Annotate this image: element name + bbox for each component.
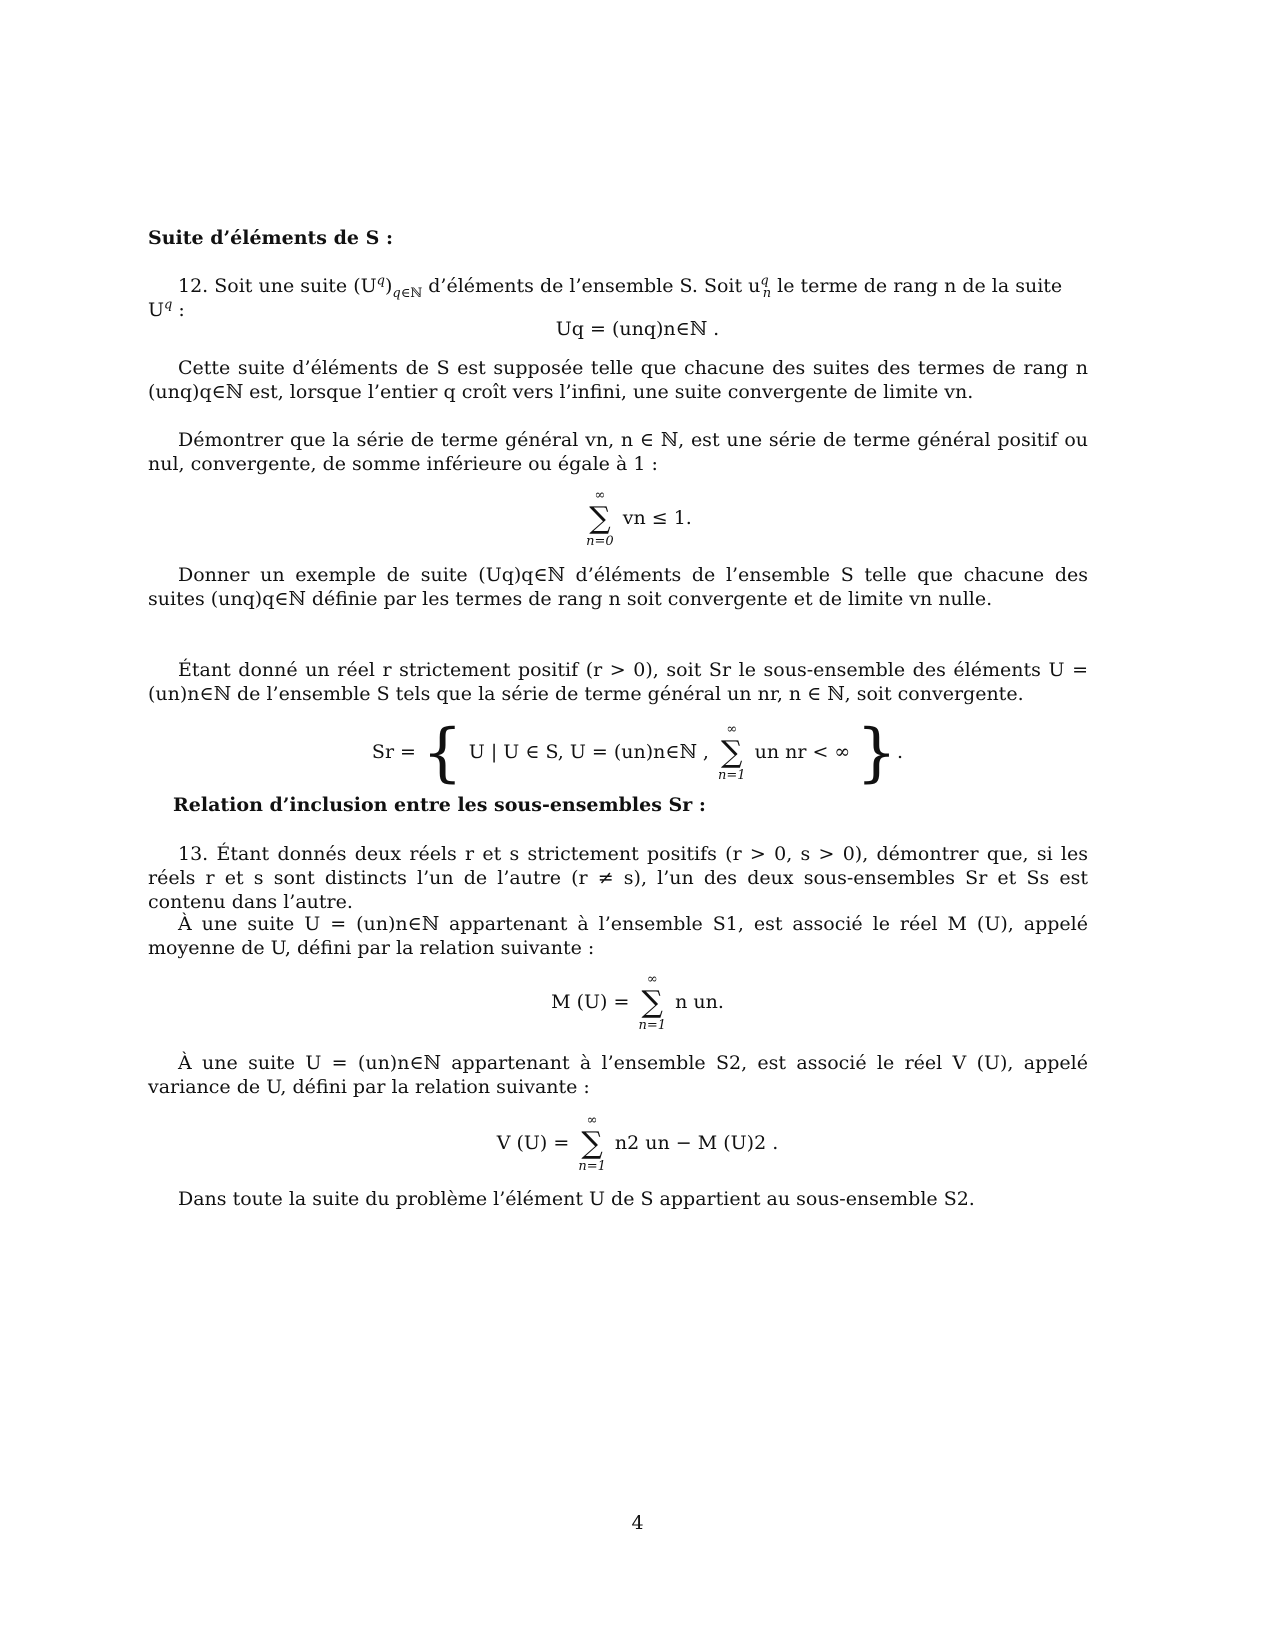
paragraph-variance: À une suite U = (un)n∈ℕ appartenant à l’ensemble S2, est associé le réel V (U), appelé variance de U, défini par la relation suivante : [148, 1052, 1088, 1098]
equation-sr-definition: Sr = { U | U ∈ S, U = (un)n∈ℕ , ∞ ∑ n=1 un nr < ∞ }. [371, 716, 904, 790]
paragraph-cette-suite: Cette suite d’éléments de S est supposée telle que chacune des suites des termes de rang n (unq)q∈ℕ est, lorsque l’entier q croît vers l’infini, une suite convergente de limite vn. [148, 357, 1088, 403]
sum-symbol: ∞ ∑ n=0 [586, 488, 614, 549]
section-heading-suite: Suite d’éléments de S : [148, 227, 393, 249]
question-12: 12. Soit une suite $(U^q)_{q\in ℕ}$ d’éléments de l’ensemble S. Soit $u^q_n$ le terme de rang n de la suite $U^q$ : [148, 273, 1063, 321]
sum-symbol: ∞ ∑ n=1 [638, 972, 667, 1033]
paragraph-final: Dans toute la suite du problème l’élément U de S appartient au sous-ensemble S2. [178, 1188, 975, 1210]
paragraph-donner-exemple: Donner un exemple de suite (Uq)q∈ℕ d’éléments de l’ensemble S telle que chacune des suites (unq)q∈ℕ définie par les termes de rang n soit convergente et de limite vn nulle. [148, 564, 1088, 610]
paragraph-demontrer: Démontrer que la série de terme général vn, n ∈ ℕ, est une série de terme général positif ou nul, convergente, de somme inférieure ou égale à 1 : [148, 429, 1088, 475]
sum-symbol: ∞ ∑ n=1 [717, 722, 746, 783]
page-number: 4 [631, 1512, 644, 1534]
equation-variance: V (U) = ∞ ∑ n=1 n2 un − M (U)2 . [496, 1113, 779, 1174]
paragraph-etant-donne: Étant donné un réel r strictement positif (r > 0), soit Sr le sous-ensemble des éléments U = (un)n∈ℕ de l’ensemble S tels que la série de terme général un nr, n ∈ ℕ, soit convergente. [148, 659, 1088, 705]
right-brace: } [856, 716, 898, 790]
equation-moyenne: M (U) = ∞ ∑ n=1 n un. [551, 972, 724, 1033]
section-heading-relation: Relation d’inclusion entre les sous-ensembles Sr : [173, 794, 706, 816]
equation-uq: Uq = (unq)n∈ℕ . [555, 318, 720, 340]
left-brace: { [422, 716, 463, 790]
question-13: 13. Étant donnés deux réels r et s strictement positifs (r > 0, s > 0), démontrer que, si les réels r et s sont distincts l’un de l’autre (r ≠ s), l’un des deux sous-ensembles Sr et Ss est contenu dans l’autre. [148, 843, 1088, 913]
paragraph-moyenne: À une suite U = (un)n∈ℕ appartenant à l’ensemble S1, est associé le réel M (U), appelé moyenne de U, défini par la relation suivante : [148, 913, 1088, 959]
sum-symbol: ∞ ∑ n=1 [578, 1113, 606, 1174]
equation-sum-vn: ∞ ∑ n=0 vn ≤ 1. [586, 488, 692, 549]
